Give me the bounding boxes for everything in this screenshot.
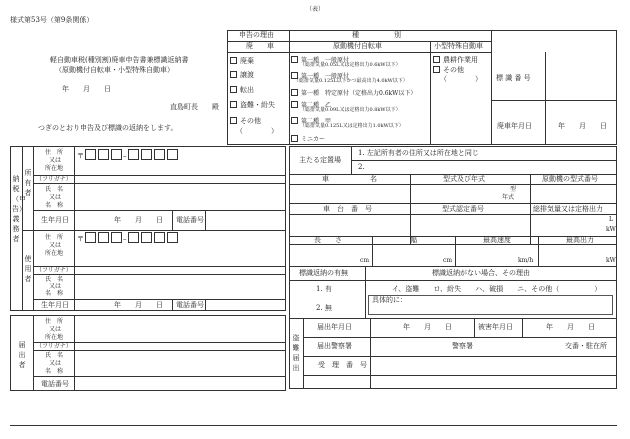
user-name-label-1: 氏 名 xyxy=(45,276,64,283)
gentsuki-header: 原動機付自転車 xyxy=(333,42,382,50)
haisha-date-value: 年 月 日 xyxy=(558,122,607,130)
theft-label: 盗難届出 xyxy=(292,334,300,372)
storage-option-2[interactable]: 2. xyxy=(358,163,365,171)
theft-report-date-label: 届出年月日 xyxy=(317,323,352,331)
theft-report-date-value: 年 月 日 xyxy=(403,323,452,331)
col-power: 最高出力 xyxy=(566,236,594,244)
checkbox-icon xyxy=(291,135,298,142)
unit-kw-power: kW xyxy=(606,257,616,264)
unit-l: L xyxy=(609,216,613,223)
form-number: 様式第53号（第9条関係） xyxy=(10,16,94,24)
return-option-no[interactable]: 2. 無 xyxy=(316,304,332,312)
return-reasons[interactable]: イ、盗難 ロ、紛失 ハ、破損 ニ、その他（ ） xyxy=(392,285,602,293)
owner-name-label-1: 氏 名 xyxy=(45,186,64,193)
form-title: 軽自動車税(種別割)廃車申告書兼標識返納書 xyxy=(50,56,189,64)
haisha-header: 廃 車 xyxy=(246,42,274,50)
haisha-date-label: 廃車年月日 xyxy=(497,122,532,130)
return-detail-label: 具体的に： xyxy=(372,296,407,304)
gentsuki-option-1-detail: （総排気量0.05L又は定格出力0.6kW以下） xyxy=(300,62,401,68)
gentsuki-option-minicar[interactable]: ミニカー xyxy=(291,135,325,143)
theft-koban: 交番・駐在所 xyxy=(565,342,607,350)
owner-postal-code[interactable]: 〒 – xyxy=(77,149,179,160)
user-birth-label: 生年月日 xyxy=(41,301,69,309)
col-katashiki: 型式及び年式 xyxy=(443,175,485,183)
reason-option-haiki[interactable]: 廃棄 xyxy=(230,57,254,65)
statement: つぎのとおり申告及び標識の返納をします。 xyxy=(38,124,178,132)
theft-damage-date-label: 被害年月日 xyxy=(478,323,513,331)
checkbox-icon xyxy=(291,117,298,124)
applicant-furigana-label: （フリガナ） xyxy=(36,343,72,350)
col-haikiryo: 総排気量又は定格出力 xyxy=(533,205,603,213)
user-furigana-label: （フリガナ） xyxy=(36,267,72,274)
gentsuki-option-1[interactable]: 第一種 一般原付 xyxy=(291,56,349,64)
side-label-omote: （表） xyxy=(306,6,325,13)
theft-damage-date-value: 年 月 日 xyxy=(546,323,595,331)
gentsuki-option-4[interactable]: 第二種 乙 xyxy=(291,101,331,109)
reason-other-paren: （ ） xyxy=(236,127,278,135)
unit-cm-length: cm xyxy=(360,257,370,264)
gentsuki-option-2[interactable]: 第一種 一般原付 xyxy=(291,72,349,80)
submission-date: 年 月 日 xyxy=(62,85,111,93)
nenshiki-unit: 年式 xyxy=(502,194,515,201)
owner-birth-label: 生年月日 xyxy=(41,216,69,224)
hyoshiki-bango-label: 標 識 番 号 xyxy=(496,74,531,82)
col-speed: 最高速度 xyxy=(483,236,511,244)
applicant-name-label-2: 又は xyxy=(49,360,62,367)
addressee: 直島町長 殿 xyxy=(170,103,219,111)
category-header: 種 別 xyxy=(352,31,401,39)
applicant-name-label-1: 氏 名 xyxy=(45,352,64,359)
reason-option-other[interactable]: その他 xyxy=(230,117,261,125)
gentsuki-option-4-detail: （総排気量0.09L又は定格出力0.8kW以下） xyxy=(300,107,401,113)
col-mei: 名 xyxy=(370,175,377,183)
unit-cm-width: cm xyxy=(443,257,453,264)
col-sha: 車 xyxy=(322,175,329,183)
checkbox-icon xyxy=(291,56,298,63)
user-address-label-1: 住 所 xyxy=(45,234,64,241)
owner-phone-label: 電話番号 xyxy=(176,216,204,224)
taxpayer-group-label: 納税（申告）義務者 xyxy=(12,175,26,243)
owner-address-label-2: 又は xyxy=(49,157,62,164)
col-width: 幅 xyxy=(410,236,417,244)
owner-name-label-3: 名 称 xyxy=(45,202,64,209)
kogata-option-other[interactable]: その他 xyxy=(433,66,464,74)
kogata-header: 小型特殊自動車 xyxy=(434,42,483,50)
col-daiban: 車 台 番 号 xyxy=(323,205,372,213)
gentsuki-option-5-detail: （総排気量0.125L又は定格出力1.0kW以下） xyxy=(300,123,404,129)
user-name-label-2: 又は xyxy=(49,283,62,290)
applicant-address-label-3: 所在地 xyxy=(45,334,64,341)
col-length: 長 さ xyxy=(314,236,342,244)
owner-label: 所有者 xyxy=(24,169,32,197)
kata-unit: 型 xyxy=(510,186,517,193)
user-postal-code[interactable]: 〒 – xyxy=(77,232,179,243)
owner-birth-value: 年 月 日 xyxy=(114,216,163,224)
applicant-address-label-2: 又は xyxy=(49,326,62,333)
applicant-name-label-3: 名 称 xyxy=(45,368,64,375)
checkbox-icon xyxy=(291,89,298,96)
storage-option-1[interactable]: 1. 左記所有者の住所又は所在地と同じ xyxy=(358,149,479,157)
storage-label: 主たる定置場 xyxy=(299,156,341,164)
user-label: 使用者 xyxy=(24,255,32,283)
gentsuki-option-5[interactable]: 第二種 甲 xyxy=(291,117,331,125)
checkbox-icon xyxy=(230,57,237,64)
applicant-phone-label: 電話番号 xyxy=(41,380,69,388)
kogata-option-farm[interactable]: 農耕作業用 xyxy=(433,56,478,64)
checkbox-icon xyxy=(230,71,237,78)
unit-kw: kW xyxy=(606,226,616,233)
form-subtitle: （原動機付自転車・小型特殊自動車） xyxy=(55,66,174,74)
return-reason-label: 標識返納がない場合、その理由 xyxy=(432,269,530,277)
owner-name-label-2: 又は xyxy=(49,194,62,201)
col-engine: 原動機の型式番号 xyxy=(542,175,598,183)
user-address-label-3: 所在地 xyxy=(45,250,64,257)
checkbox-icon xyxy=(291,101,298,108)
kogata-other-paren: （ ） xyxy=(440,75,482,83)
owner-furigana-label: （フリガナ） xyxy=(36,176,72,183)
user-birth-value: 年 月 日 xyxy=(114,301,163,309)
user-name-label-3: 名 称 xyxy=(45,290,64,297)
theft-receipt-label: 受 理 番 号 xyxy=(318,361,367,369)
applicant-label: 届出者 xyxy=(18,341,26,369)
checkbox-icon xyxy=(230,117,237,124)
owner-address-label-3: 所在地 xyxy=(45,165,64,172)
user-phone-label: 電話番号 xyxy=(176,301,204,309)
checkbox-icon xyxy=(433,56,440,63)
gentsuki-option-2-detail: （総排気量0.125L以下かつ最高出力4.0kW以下） xyxy=(294,78,408,84)
reason-option-tonan[interactable]: 盗難・紛失 xyxy=(230,101,275,109)
applicant-address-label-1: 住 所 xyxy=(45,318,64,325)
gentsuki-option-3[interactable]: 第一種 特定原付（定格出力0.6kW以下） xyxy=(291,89,416,97)
col-nintei: 型式認定番号 xyxy=(442,205,484,213)
unit-kmh: km/h xyxy=(518,257,534,264)
checkbox-icon xyxy=(433,66,440,73)
return-option-yes[interactable]: 1. 有 xyxy=(316,285,332,293)
return-umu-label: 標識返納の有無 xyxy=(299,269,348,277)
checkbox-icon xyxy=(230,101,237,108)
user-address-label-2: 又は xyxy=(49,242,62,249)
owner-address-label-1: 住 所 xyxy=(45,149,64,156)
reason-option-tenshutsu[interactable]: 転出 xyxy=(230,86,254,94)
reason-option-joto[interactable]: 譲渡 xyxy=(230,71,254,79)
checkbox-icon xyxy=(230,86,237,93)
theft-police-label: 届出警察署 xyxy=(317,342,352,350)
theft-police-value: 警察署 xyxy=(452,342,473,350)
reason-header: 申告の理由 xyxy=(239,31,274,39)
